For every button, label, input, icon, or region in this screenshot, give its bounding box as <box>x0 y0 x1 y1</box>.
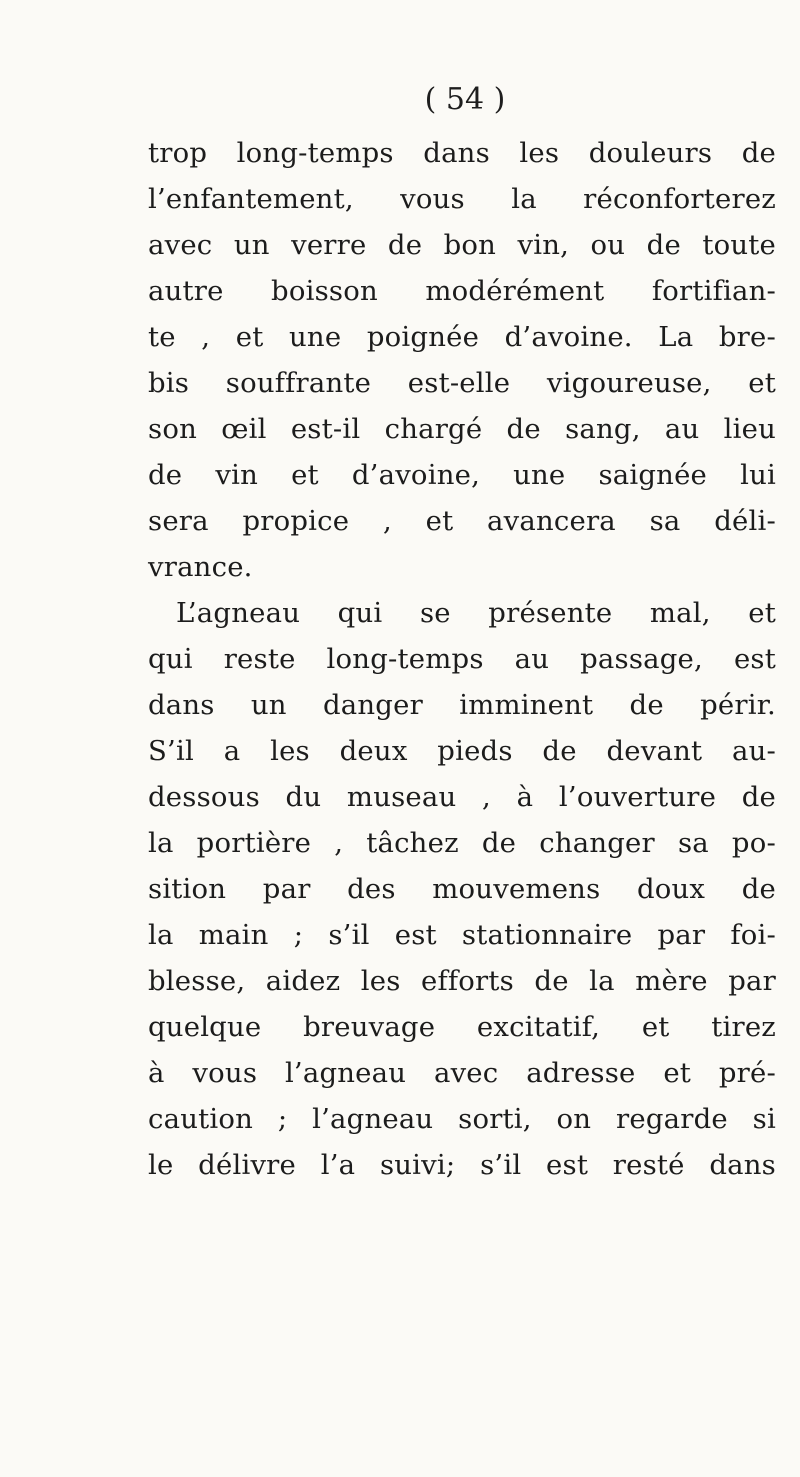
text-line-paragraph-start: L’agneau qui se présente mal, et <box>176 597 776 629</box>
text-line: blesse, aidez les efforts de la mère par <box>148 965 776 997</box>
text-line: S’il a les deux pieds de devant au- <box>148 735 776 767</box>
text-line: sition par des mouvemens doux de <box>148 873 776 905</box>
text-line: sera propice , et avancera sa déli- <box>148 505 776 537</box>
text-line: le délivre l’a suivi; s’il est resté dans <box>148 1149 776 1181</box>
text-line: autre boisson modérément fortifian- <box>148 275 776 307</box>
text-line: son œil est-il chargé de sang, au lieu <box>148 413 776 445</box>
text-line: dessous du museau , à l’ouverture de <box>148 781 776 813</box>
text-line: bis souffrante est-elle vigoureuse, et <box>148 367 776 399</box>
text-line: de vin et d’avoine, une saignée lui <box>148 459 776 491</box>
text-line: avec un verre de bon vin, ou de toute <box>148 229 776 261</box>
text-line: caution ; l’agneau sorti, on regarde si <box>148 1103 776 1135</box>
text-line: qui reste long-temps au passage, est <box>148 643 776 675</box>
text-line: la main ; s’il est stationnaire par foi- <box>148 919 776 951</box>
text-line: à vous l’agneau avec adresse et pré- <box>148 1057 776 1089</box>
text-line: dans un danger imminent de périr. <box>148 689 776 721</box>
text-line: l’enfantement, vous la réconforterez <box>148 183 776 215</box>
page-number: ( 54 ) <box>424 82 506 117</box>
text-line-paragraph-end: vrance. <box>148 551 253 583</box>
text-line: te , et une poignée d’avoine. La bre- <box>148 321 776 353</box>
text-line: la portière , tâchez de changer sa po- <box>148 827 776 859</box>
text-line: trop long-temps dans les douleurs de <box>148 137 776 169</box>
text-line: quelque breuvage excitatif, et tirez <box>148 1011 776 1043</box>
body-text <box>148 130 776 1188</box>
